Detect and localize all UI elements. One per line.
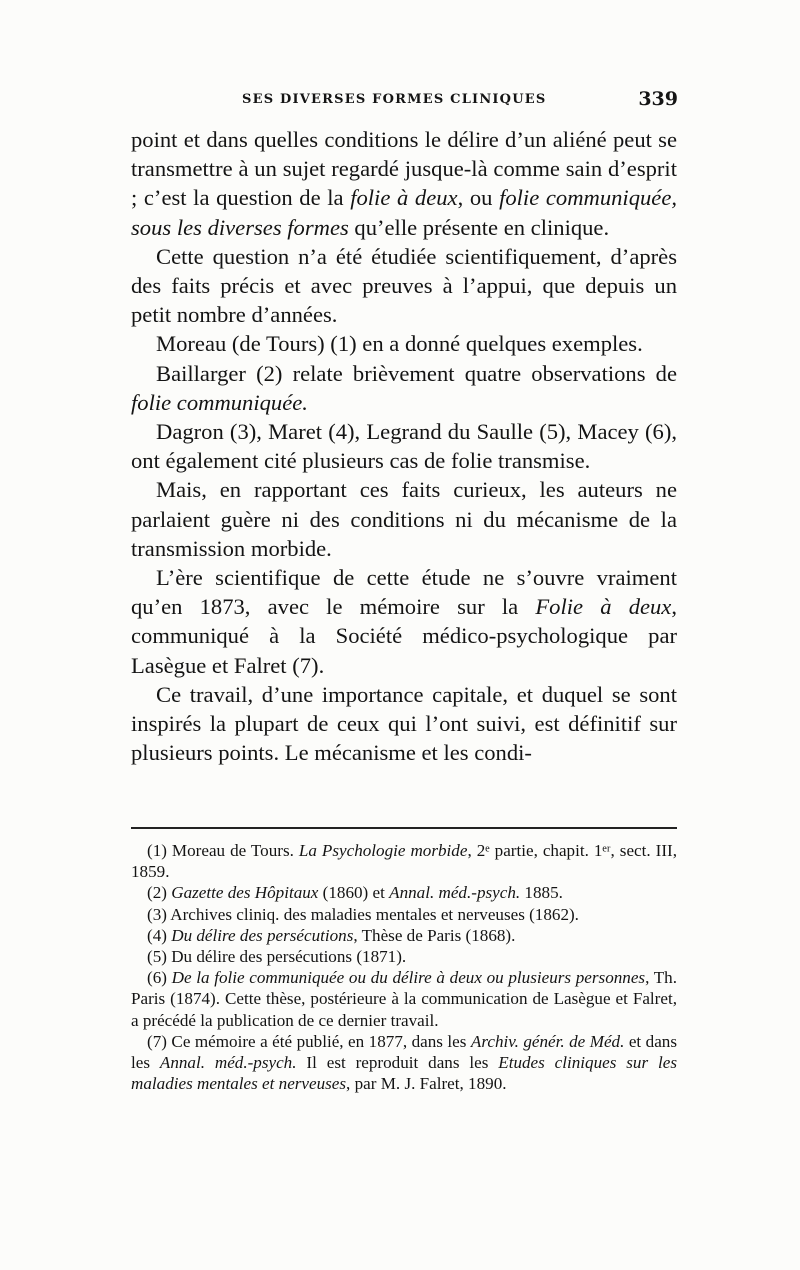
italic-run: Folie à deux xyxy=(535,594,672,620)
italic-run: Du délire des persécutions xyxy=(171,925,354,945)
paragraph: Moreau (de Tours) (1) en a donné quelques exemples. xyxy=(156,331,643,357)
text-run: et dans les xyxy=(131,1031,677,1073)
text-run: (1) Moreau de Tours. xyxy=(147,841,299,860)
text-run: (2) xyxy=(147,883,172,903)
footnotes xyxy=(131,840,677,1094)
italic-run: Annal. méd.-psych. xyxy=(389,883,521,903)
paragraph: Cette question n’a été étudiée scientifiquement, d’après des faits précis et avec preuves à l’appui, que depuis un petit nombre d’années. xyxy=(131,243,677,328)
text-run: (6) xyxy=(147,968,172,988)
text-run: , Th. Paris (1874). Cette thèse, postérieure à la communication de Lasègue et Falret, a précédé la publication de ce dernier travail. xyxy=(131,968,677,1030)
text-run: (4) xyxy=(147,925,172,945)
italic-run: Gazette des Hôpitaux xyxy=(171,883,319,903)
footnote-3: (3) Archives cliniq. des maladies mentales et nerveuses (1862). xyxy=(147,904,579,924)
italic-run: Etudes cliniques sur les maladies mentales et nerveuses xyxy=(131,1053,677,1094)
text-run: , 2ᵉ partie, chapit. 1ᵉʳ, sect. III, 1859. xyxy=(131,841,677,882)
text-run: (1860) et xyxy=(318,883,390,903)
italic-run: De la folie communiquée ou du délire à deux ou plusieurs personnes xyxy=(171,968,646,988)
footnote-1 xyxy=(131,840,677,882)
italic-run: folie communiquée, sous les diverses formes xyxy=(131,185,677,240)
text-run: , par M. J. Falret, 1890. xyxy=(346,1074,507,1094)
running-head: SES DIVERSES FORMES CLINIQUES xyxy=(242,92,547,107)
italic-run: Annal. méd.-psych. xyxy=(159,1053,297,1073)
text-run: qu’elle présente en clinique. xyxy=(348,214,610,240)
text-run: 1885. xyxy=(520,883,563,903)
footnote-4 xyxy=(131,925,677,946)
text-run: Il est reproduit dans les xyxy=(296,1053,499,1073)
text-run: point et dans quelles conditions le délire d’un aliéné peut se transmettre à un sujet regardé jusque-là comme sain d’esprit ; c’est la question de la xyxy=(131,127,677,211)
text-run: (7) Ce mémoire a été publié, en 1877, dans les xyxy=(147,1031,471,1051)
paragraph: Dagron (3), Maret (4), Legrand du Saulle (5), Macey (6), ont également cité plusieurs cas de folie transmise. xyxy=(131,419,677,474)
footnote-5: (5) Du délire des persécutions (1871). xyxy=(147,947,407,967)
page-number: 339 xyxy=(638,88,678,110)
italic-run: Archiv. génér. de Méd. xyxy=(470,1031,625,1051)
paragraph: Ce travail, d’une importance capitale, et duquel se sont inspirés la plupart de ceux qui l’ont suivi, est définitif sur plusieurs points. Le mécanisme et les condi- xyxy=(131,681,677,766)
footnote-6 xyxy=(131,967,677,1031)
paragraph xyxy=(131,125,677,242)
footnote-7 xyxy=(131,1031,677,1095)
paragraph: Mais, en rapportant ces faits curieux, les auteurs ne parlaient guère ni des conditions ni du mécanisme de la transmission morbide. xyxy=(131,477,677,561)
text-run: Baillarger (2) relate brièvement quatre observations de xyxy=(156,360,677,386)
paragraph xyxy=(131,563,677,680)
text-run: , Thèse de Paris (1868). xyxy=(353,925,516,945)
footnote-rule xyxy=(131,827,677,829)
italic-run: folie à deux xyxy=(350,185,458,211)
text-run: , communiqué à la Société médico-psychologique par Lasègue et Falret (7). xyxy=(131,594,677,678)
text-run: , ou xyxy=(457,185,500,211)
text-run: L’ère scientifique de cette étude ne s’ouvre vraiment qu’en 1873, avec le mémoire sur la xyxy=(131,565,677,620)
paragraph xyxy=(131,359,677,417)
page-header xyxy=(130,88,680,114)
main-text xyxy=(131,125,677,767)
italic-run: La Psychologie morbide xyxy=(298,841,468,860)
footnote-2 xyxy=(131,882,677,903)
italic-run: folie communiquée. xyxy=(131,389,308,415)
